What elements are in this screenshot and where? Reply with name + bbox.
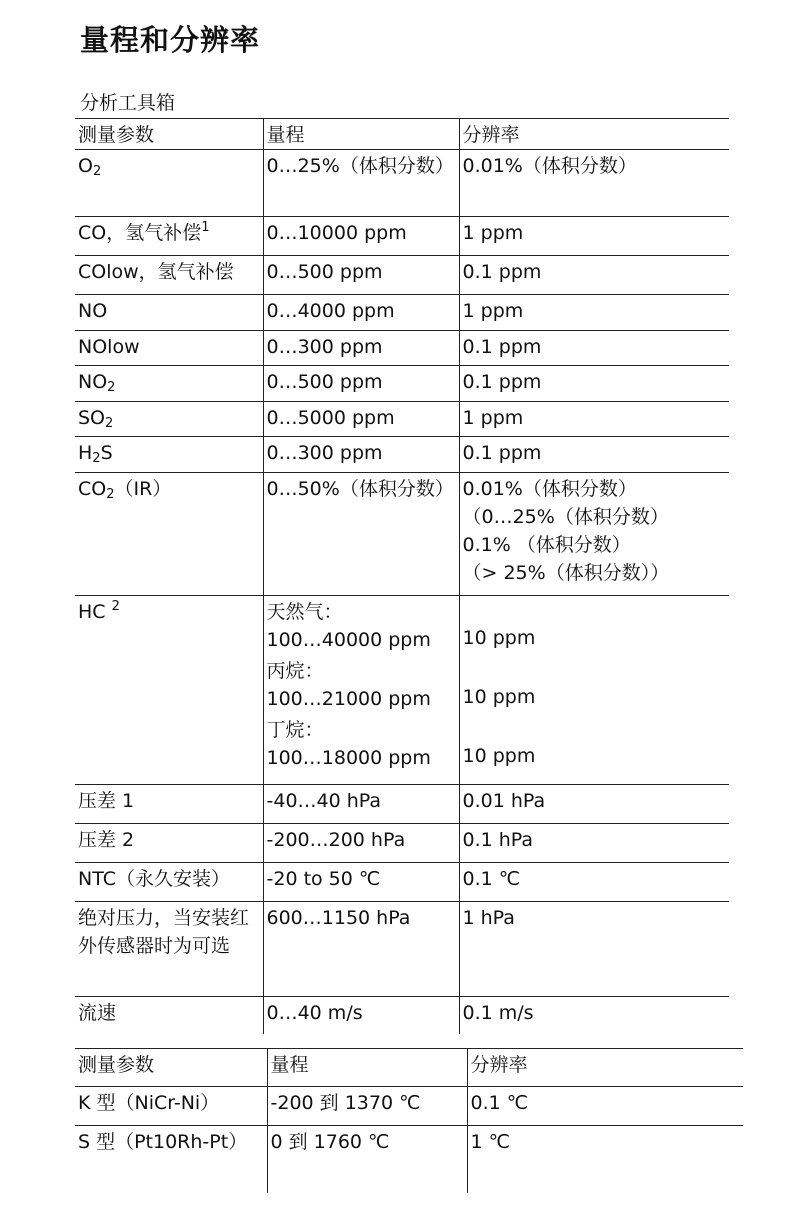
range-cell: 0…25%（体积分数）	[263, 150, 459, 217]
table-row	[75, 1126, 743, 1193]
resolution-cell: 0.1 hPa	[459, 824, 729, 863]
table-row	[75, 402, 729, 437]
param-cell: 压差 1	[75, 785, 263, 824]
range-cell: 0…300 ppm	[263, 437, 459, 473]
table-row	[75, 437, 729, 473]
table-row	[75, 217, 729, 256]
param-cell: S 型（Pt10Rh-Pt）	[78, 1131, 248, 1153]
resolution-cell	[459, 473, 729, 596]
param-cell: NO	[75, 295, 263, 331]
range-cell: 0…50%（体积分数）	[263, 473, 459, 596]
table-row	[75, 1087, 743, 1126]
resolution-cell: 1 ℃	[467, 1126, 743, 1193]
hc-resolution: 10 ppm	[462, 686, 536, 708]
resolution-cell: 0.1 ℃	[467, 1087, 743, 1126]
resolution-cell	[459, 596, 729, 785]
hc-resolution: 10 ppm	[462, 745, 536, 767]
resolution-cell: 1 ppm	[459, 402, 729, 437]
table-row	[75, 824, 729, 863]
param-cell: HC $^2$	[75, 596, 263, 785]
header-resolution: 分辨率	[467, 1049, 743, 1087]
resolution-cell: 1 ppm	[459, 295, 729, 331]
table-row	[75, 295, 729, 331]
range-cell: 0 到 1760 ℃	[267, 1126, 467, 1193]
header-param: 测量参数	[75, 1049, 267, 1087]
resolution-line: 0.01%（体积分数）	[462, 478, 637, 500]
table-row	[75, 997, 729, 1034]
range-cell: 0…10000 ppm	[263, 217, 459, 256]
param-cell: $O_2$	[75, 150, 263, 217]
range-cell: 0…300 ppm	[263, 331, 459, 366]
range-cell: 0…500 ppm	[263, 366, 459, 402]
range-cell	[263, 596, 459, 785]
resolution-cell: 0.1 ppm	[459, 256, 729, 295]
param-cell: K 型（NiCr-Ni）	[75, 1087, 267, 1126]
param-cell: $H_2S$	[75, 437, 263, 473]
resolution-cell: 0.1 ppm	[459, 366, 729, 402]
range-cell: 0…5000 ppm	[263, 402, 459, 437]
param-cell: 压差 2	[75, 824, 263, 863]
resolution-cell: 0.1 m/s	[459, 997, 729, 1034]
range-cell: -200 到 1370 ℃	[267, 1087, 467, 1126]
range-cell: -20 to 50 ℃	[263, 863, 459, 902]
table-header-row	[75, 1049, 743, 1087]
table-row	[75, 902, 729, 997]
section-title: 分析工具箱	[80, 92, 176, 114]
resolution-line: （0…25%（体积分数）	[462, 506, 669, 528]
range-cell: 0…4000 ppm	[263, 295, 459, 331]
thermocouple-table	[75, 1048, 743, 1193]
param-cell: 绝对压力，当安装红外传感器时为可选	[75, 902, 263, 997]
table-row	[75, 150, 729, 217]
header-range: 量程	[267, 1049, 467, 1087]
page-title: 量程和分辨率	[80, 23, 261, 57]
param-cell: NOlow	[75, 331, 263, 366]
range-cell: -40…40 hPa	[263, 785, 459, 824]
resolution-cell: 1 hPa	[459, 902, 729, 997]
hc-resolution: 10 ppm	[462, 627, 536, 649]
header-range: 量程	[263, 119, 459, 150]
table-row	[75, 473, 729, 596]
resolution-cell: 0.1 ppm	[459, 437, 729, 473]
resolution-cell: 0.1 ℃	[459, 863, 729, 902]
resolution-line: （> 25%（体积分数））	[462, 562, 670, 584]
param-cell: COlow，氢气补偿	[75, 256, 263, 295]
table-row	[75, 331, 729, 366]
table-row	[75, 256, 729, 295]
param-cell: $CO_2(IR)$	[75, 473, 263, 596]
header-param: 测量参数	[75, 119, 263, 150]
range-cell: 600…1150 hPa	[263, 902, 459, 997]
resolution-cell: 1 ppm	[459, 217, 729, 256]
resolution-cell: 0.01 hPa	[459, 785, 729, 824]
range-cell: -200…200 hPa	[263, 824, 459, 863]
table-row	[75, 785, 729, 824]
hc-range-block: 丁烷： 100…18000 ppm	[266, 719, 431, 769]
param-cell: NTC（永久安装）	[75, 863, 263, 902]
range-cell: 0…500 ppm	[263, 256, 459, 295]
hc-range-block: 丙烷： 100…21000 ppm	[266, 660, 431, 710]
table-row	[75, 863, 729, 902]
range-cell: 0…40 m/s	[263, 997, 459, 1034]
table-row	[75, 596, 729, 785]
resolution-cell: 0.01%（体积分数）	[459, 150, 729, 217]
resolution-cell: 0.1 ppm	[459, 331, 729, 366]
param-cell: 流速	[78, 1002, 117, 1024]
param-cell: $SO_2$	[75, 402, 263, 437]
table-header-row	[75, 119, 729, 150]
resolution-line: 0.1% （体积分数）	[462, 534, 631, 556]
header-resolution: 分辨率	[459, 119, 729, 150]
table-row	[75, 366, 729, 402]
measurement-table	[75, 118, 729, 1034]
hc-range-block: 天然气： 100…40000 ppm	[266, 601, 431, 651]
param-cell: CO，氢气补偿$^1$	[75, 217, 263, 256]
param-cell: $NO_2$	[75, 366, 263, 402]
